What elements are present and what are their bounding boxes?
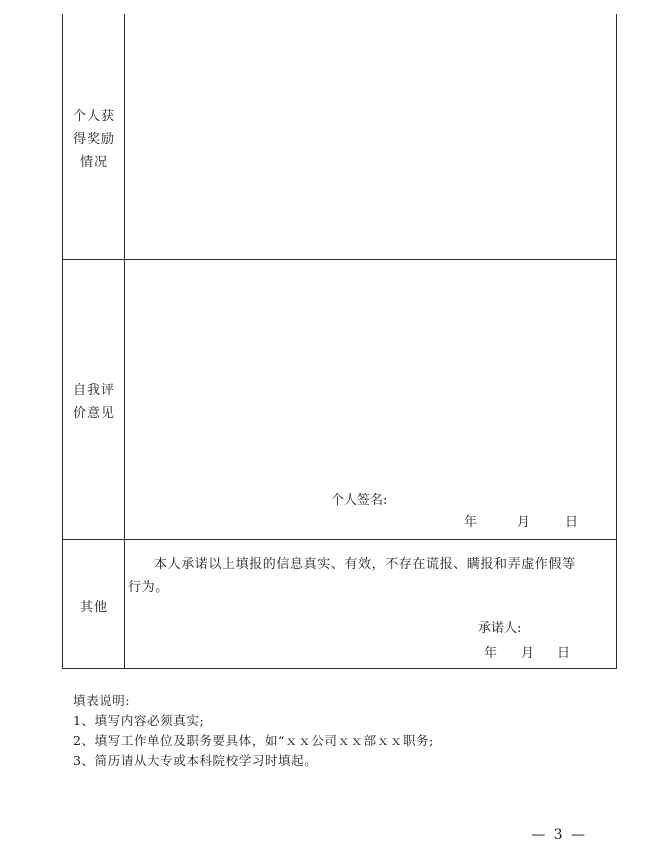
- self-eval-content-cell[interactable]: [126, 261, 615, 481]
- instruction-item: 2、填写工作单位及职务要具体，如“ｘｘ公司ｘｘ部ｘｘ职务;: [73, 733, 434, 748]
- instruction-item: 3、简历请从大专或本科院校学习时填起。: [73, 753, 318, 768]
- table-border-left: [62, 14, 63, 669]
- promisor-label: 承诺人:: [478, 621, 522, 636]
- promise-line-1: 本人承诺以上填报的信息真实、有效，不存在谎报、瞒报和弄虚作假等: [154, 557, 576, 572]
- awards-row-label: [64, 105, 124, 174]
- table-border-bottom: [62, 668, 617, 669]
- promise-date-month: 月: [521, 646, 535, 661]
- awards-content-cell[interactable]: [126, 16, 615, 258]
- row-divider-1: [62, 259, 617, 260]
- form-instructions: [73, 691, 434, 771]
- promise-line-2: 行为。: [128, 580, 169, 595]
- instruction-item: 1、填写内容必须真实;: [73, 713, 205, 728]
- instructions-title: 填表说明:: [73, 693, 131, 708]
- self-eval-label-line-1: 自我评: [72, 383, 115, 398]
- promise-statement: [128, 553, 608, 599]
- signature-date-month: 月: [517, 515, 531, 530]
- signature-label: 个人签名:: [331, 493, 388, 508]
- table-border-right: [616, 14, 617, 669]
- awards-label-line-2: 得奖励: [72, 132, 115, 147]
- promise-date-year: 年: [484, 646, 498, 661]
- page-number: — 3 —: [531, 827, 587, 843]
- awards-label-line-3: 情况: [79, 155, 108, 170]
- other-row-label: 其他: [79, 600, 108, 615]
- self-eval-row-label: [64, 379, 124, 425]
- row-divider-2: [62, 539, 617, 540]
- signature-date-day: 日: [565, 515, 579, 530]
- promise-date-day: 日: [557, 646, 571, 661]
- label-column-divider: [124, 14, 125, 669]
- signature-date-year: 年: [464, 515, 478, 530]
- self-eval-label-line-2: 价意见: [72, 406, 115, 421]
- awards-label-line-1: 个人获: [72, 109, 115, 124]
